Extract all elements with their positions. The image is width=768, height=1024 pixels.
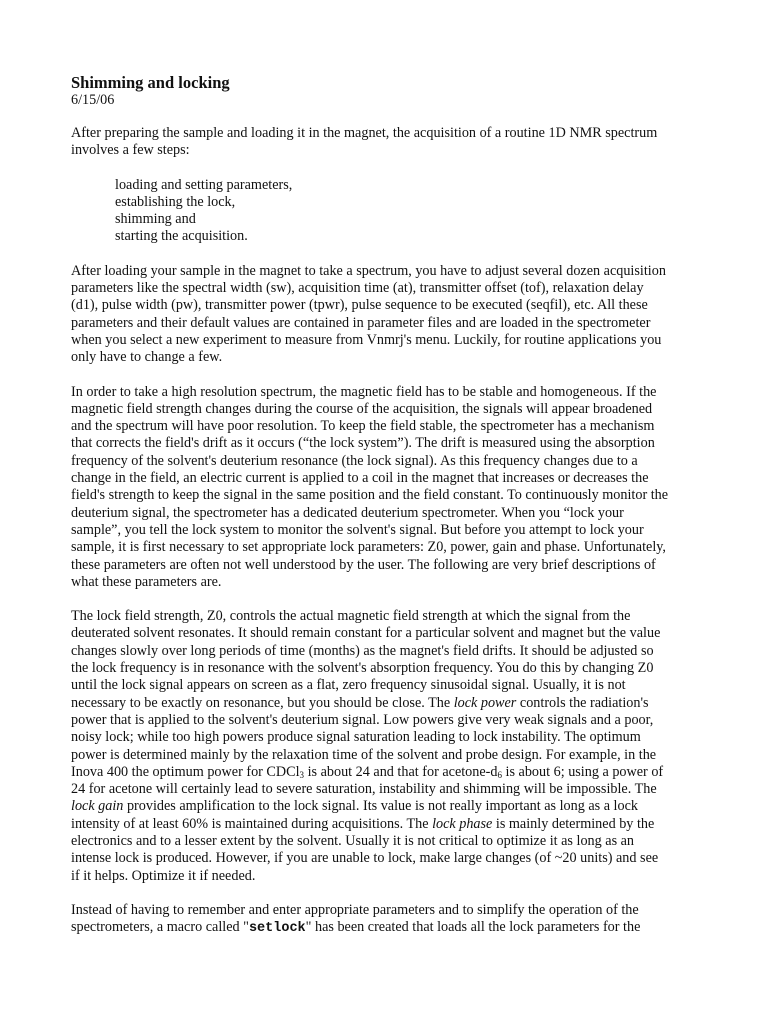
setlock-command: setlock [248,921,306,937]
intro-paragraph [71,125,699,160]
list-item: loading and setting parameters, [115,176,293,193]
paragraph-line [71,816,699,833]
paragraph-line: After preparing the sample and loading it in the magnet, the acquisition of a routine 1D NMR spectrum [71,125,658,141]
parameters-paragraph [71,263,699,367]
paragraph-line: Instead of having to remember and enter appropriate parameters and to simplify the operation of the [71,901,639,918]
paragraph-line: sample”, you tell the lock system to monitor the solvent's signal. But before you attempt to lock your [71,521,644,538]
paragraph-line: power is determined mainly by the relaxation time of the solvent and probe design. For example, in the [71,746,657,763]
steps-list [115,177,699,246]
text-run: controls the radiation's [516,694,649,711]
paragraph-line: if it helps. Optimize it if needed. [71,867,256,884]
text-run: is about 6; using a power of [501,763,664,780]
term-lock-phase: lock phase [432,815,493,832]
paragraph-line: noisy lock; while too high powers produce signal saturation leading to lock instability. The optimum [71,729,641,746]
paragraph-line: parameters like the spectral width (sw), acquisition time (at), transmitter offset (tof), relaxation delay [71,280,644,297]
field-stability-paragraph [71,384,699,592]
paragraph-line: involves a few steps: [71,142,190,159]
text-run: necessary to be exactly on resonance, but you should be close. The [71,694,454,711]
text-run: intensity of at least 60% is maintained during acquisitions. The [71,815,433,832]
setlock-paragraph [71,902,699,938]
lock-parameters-paragraph [71,608,699,885]
paragraph-line: these parameters are often not well understood by the user. The following are very brief descriptions of [71,556,656,573]
paragraph-line [71,919,699,937]
paragraph-line: electronics and to a lesser extent by the solvent. Usually it is not critical to optimize it as long as an [71,832,635,849]
paragraph-line: only have to change a few. [71,349,223,366]
page-title: Shimming and locking [71,73,230,92]
paragraph-line: sample, it is first necessary to set appropriate lock parameters: Z0, power, gain and phase. Unfortunately, [71,539,666,556]
subscript: 3 [299,769,305,780]
text-run: is about 24 and that for acetone-d [304,763,498,780]
paragraph-line: power that is applied to the solvent's deuterium signal. Low powers give very weak signals and a poor, [71,711,654,728]
paragraph-line: The lock field strength, Z0, controls the actual magnetic field strength at which the signal from the [71,608,631,625]
text-run: provides amplification to the lock signal. Its value is not really important as long as a lock [123,798,638,815]
paragraph-line: In order to take a high resolution spectrum, the magnetic field has to be stable and homogeneous. If the [71,383,657,400]
paragraph-line: the lock frequency is in resonance with the solvent's absorption frequency. You do this by changing Z0 [71,660,654,677]
paragraph-line: and the spectrum will have poor resolution. To keep the field stable, the spectrometer has a mechanism [71,418,655,435]
subscript: 6 [497,769,502,780]
term-lock-gain: lock gain [71,798,124,815]
paragraph-line: deuterium signal, the spectrometer has a dedicated deuterium spectrometer. When you “lock your [71,504,624,521]
paragraph-line: deuterated solvent resonates. It should remain constant for a particular solvent and magnet but the value [71,625,661,642]
paragraph-line: that corrects the field's drift as it occurs (“the lock system”). The drift is measured using the absorption [71,435,655,452]
paragraph-line: until the lock signal appears on screen as a flat, zero frequency sinusoidal signal. Usually, it is not [71,677,626,694]
text-run: is mainly determined by the [492,815,655,832]
paragraph-line: field's strength to keep the signal in the same position and the field constant. To continuously monitor the [71,487,669,504]
paragraph-line: intense lock is produced. However, if you are unable to lock, make large changes (of ~20 units) and see [71,850,659,867]
list-item: shimming and [115,211,196,228]
document-date: 6/15/06 [71,92,115,108]
term-lock-power: lock power [453,694,517,711]
paragraph-line: magnetic field strength changes during the course of the acquisition, the signals will appear broadened [71,400,653,417]
paragraph-line: change in the field, an electric current is applied to a coil in the magnet that increases or decreases the [71,470,649,487]
paragraph-line: what these parameters are. [71,573,222,590]
paragraph-line [71,798,699,815]
paragraph-line [71,764,699,781]
list-item: establishing the lock, [115,193,236,210]
paragraph-line: changes slowly over long periods of time (months) as the magnet's field drifts. It should be adjusted so [71,642,654,659]
paragraph-line: parameters and their default values are contained in parameter files and are loaded in the spectrometer [71,314,651,331]
paragraph-line: After loading your sample in the magnet to take a spectrum, you have to adjust several dozen acquisition [71,262,666,279]
text-run: Inova 400 the optimum power for CDCl [71,763,300,780]
document-body [71,73,699,954]
paragraph-line: 24 for acetone will certainly lead to severe saturation, instability and shimming will be impossible. The [71,781,657,798]
text-run: spectrometers, a macro called " [71,919,249,936]
paragraph-line [71,695,699,712]
paragraph-line: (d1), pulse width (pw), transmitter power (tpwr), pulse sequence to be executed (seqfil), etc. All these [71,297,648,314]
paragraph-line: when you select a new experiment to measure from Vnmrj's menu. Luckily, for routine applications you [71,331,662,348]
text-run: " has been created that loads all the lock parameters for the [305,919,641,936]
list-item: starting the acquisition. [115,228,248,245]
paragraph-line: frequency of the solvent's deuterium resonance (the lock signal). As this frequency changes due to a [71,452,638,469]
